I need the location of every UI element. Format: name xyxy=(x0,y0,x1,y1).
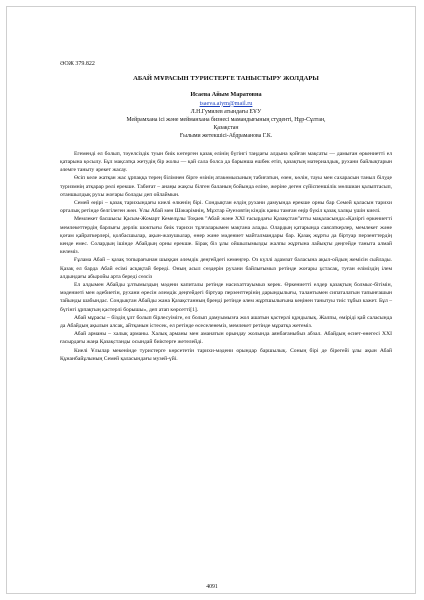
udk-code: ӘОЖ 379.822 xyxy=(60,61,95,67)
body-paragraph: Семей өңірі – қазақ тарихындағы киелі өлкенің бірі. Сондықтан елдің рухани дамуында ерекше орны бар Семей қаласын тарихи орталық ретінде белгілеген жөн. Ұлы Абай мен Шәкәрімнің, Мұхтар Әуезовтің кіндік қаны тамған өңір бүкіл қазақ халқы үшін киелі. xyxy=(60,200,392,215)
affiliation-line: Мейрамхана ісі және мейманхана бизнесі мамандығының студенті, Нұр-Сұлтан, xyxy=(126,116,326,123)
affiliation-line: Л.Н.Гумилев атындағы ЕҰУ xyxy=(190,108,262,115)
affiliation-line: Қазақстан xyxy=(213,124,239,131)
body-paragraph: Абай арманы – халық арманы. Халық арманы мен аманатын орындау жолында аянбағаныбыз абзал. Абайдың өсиет-өнегесі XXI ғасырдағы жаңа Қазақстанды осындай биіктерге жетелейді. xyxy=(60,331,392,346)
page-number: 4091 xyxy=(206,584,218,590)
body-paragraph: Киелі Ұлылар мекенінде туристерге көрсететін тарихи-мәдени орындар баршылық. Соның бірі де бірегейі ұлы ақын Абай Құнанбайұлының Семей қаласындағы музей-үйі. xyxy=(60,347,392,362)
author-email-link[interactable]: tsaeva.aiym@mail.ru xyxy=(199,99,253,107)
body-paragraph: Ғұлама Абай – қазақ топырағынан шыққан әлемдік деңгейдегі кемеңгер. Оз күллі адамзат баласына ақыл-ойдың жемісін сыйлады. Қазақ ел барда Абай есімі асқақтай береді. Оның асыл сөздерін рухани байлығымыз ретінде жоғары ұстасақ, туған еліміздің ілем алдындағы абыройы арта береді сөзсіз xyxy=(60,257,392,280)
body-paragraph: Мемлекет басшысы Қасым-Жомарт Кемелұлы Тоқаев "Абай және XXI ғасырдағы Қазақстан"атты мақаласында:«Қазіргі өркениетті мемлекеттердің барлығы дерлік шоктығы биік тарихи тұлғаларымен мақтана алады. Олардың қатарында саясаткерлер, мемлекет және қоғам қайраткерлері, қолбасшылар, ақын-жазушылар, өнер және мәдениет майталмандары бар. Қазақ жұрты да біртуар перзенттердің кенде емес. Солардың ішінде Абайдың орны ерекше. Бірақ біз ұлы ойшылымызды жалпы жұртына лайықты деңгейде таныта алмай келеміз. xyxy=(60,216,392,256)
body-paragraph: Ел алдымен Абайды ұлтымыздың мәдени капиталы ретінде насихаттауымыз керек. Өркениетті елдер қазақтың болмыс-бітімін, мәдениеті мен әдебиетін, рухани өресін әлемдік деңгейдегі біртуар перзенттерінің дарындылығы, талантымен сипаталатын тапынғашын тайынды шабындас. Сондықтан Абайды жана Қазақстанның брендi ретiнде әлем жұртшылығына кеңінен танытуы тиіс тұбыз кажет. Бұл – бүгінгі ұрпақтың қастерлі борышы», деп атап көрсетті[1]. xyxy=(60,282,392,313)
document-page xyxy=(60,60,392,363)
body-paragraph: Егемендi ел болып, тәуелсiздiк туын биiк көтерген қазақ елiнiң бүгiнгi таңдағы алдына қойған мақсаты — дамыған өркениеттi ел қатарына қосылу. Бұл мақсатқа жетудің бір жолы — қай сала болса да барынша ешбек етіп, қазақтың материалдық, рухани байлықтарын әлемге таныту әрекет жасау. xyxy=(60,150,392,174)
author-name: Исаева Айым Маратовна xyxy=(190,91,262,99)
affiliation-line: Ғылыми жетекшісі-Абдраманова Г.К. xyxy=(179,132,273,139)
article-title: АБАЙ МҰРАСЫН ТУРИСТЕРГЕ ТАНЫСТЫРУ ЖОЛДАРЫ xyxy=(133,75,319,83)
body-paragraph: Өсіп келе жатқан жас ұрпаққа терең білімнен бірге өзінің атакөмысының табиғатын, өзен, көлін, тауы мен сахарасын таныл білуде туризмнің атқарар рөлі ерекше. Табиғат – анаңы жақсы білген баланың бойында еліне, жеріне деген сүйіспеншілік мөлшиан қалыптасып, отаншылдық рухы жоғары болады деп ойлаймын. xyxy=(60,175,392,198)
body-paragraph: Абай мұрасы – біздің ұлт болып бірлесуіміге, ел болып дамуымызға жол ашатын қастерлі құндылық. Жалпы, өміріді қай саласында да Абайдың ақылын алсақ, айтқанын істесек, ел ретінде өсеселенеміз, мемлекет ретінде мұратқа жетеміз. xyxy=(60,314,392,330)
